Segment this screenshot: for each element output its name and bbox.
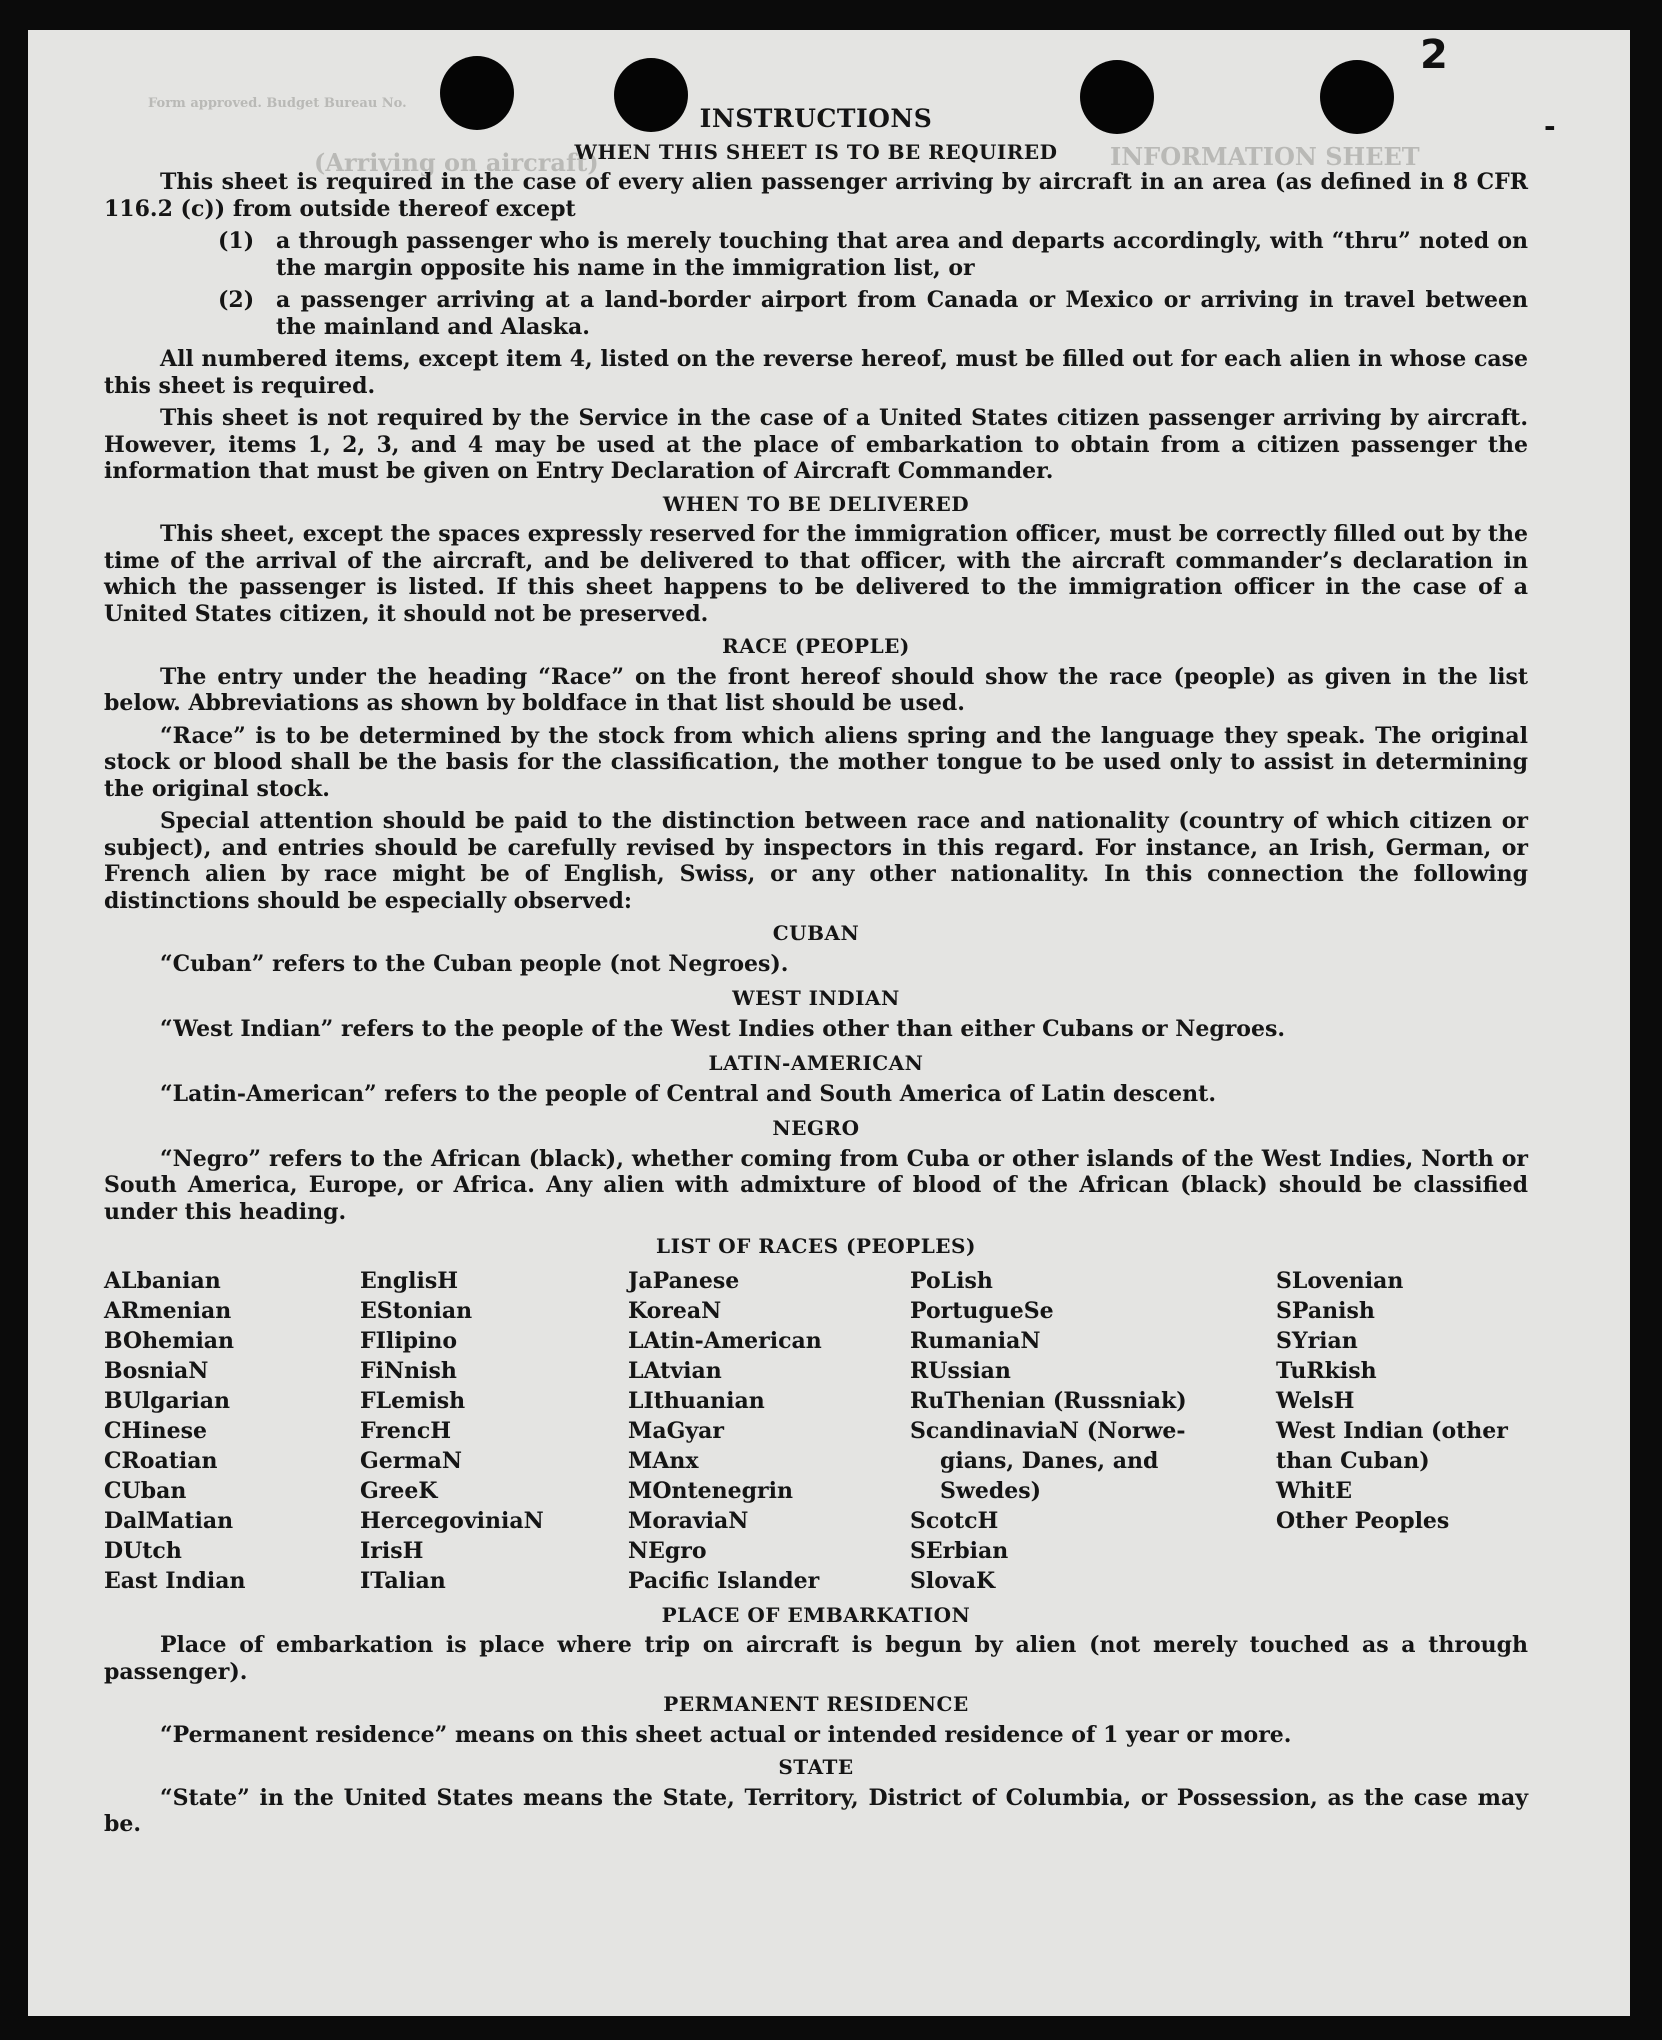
race-item: MaGyar	[628, 1417, 725, 1444]
race-column	[360, 1266, 628, 1596]
race-item: ITalian	[360, 1567, 446, 1594]
race-item: BUlgarian	[104, 1387, 230, 1414]
race-item: FLemish	[360, 1387, 466, 1414]
definition-text: “West Indian” refers to the people of the West Indies other than either Cubans or Negroes.	[160, 1015, 1286, 1042]
race-item-continued: gians, Danes, and	[940, 1447, 1159, 1474]
race-item: TuRkish	[1276, 1357, 1377, 1384]
race-item: BOhemian	[104, 1327, 235, 1354]
race-item: SlovaK	[910, 1567, 996, 1594]
definition-text: “Negro” refers to the African (black), whether coming from Cuba or other islands of the West Indies, North or South America, Europe, or Africa. Any alien with admixture of blood of the African (black) should be classified under this heading.	[104, 1145, 1528, 1225]
paragraph: All numbered items, except item 4, listed on the reverse hereof, must be filled out for each alien in whose case this sheet is required.	[104, 346, 1528, 399]
race-item: Other Peoples	[1276, 1507, 1450, 1534]
race-item: SLovenian	[1276, 1267, 1404, 1294]
race-item: SPanish	[1276, 1297, 1375, 1324]
race-item: PoLish	[910, 1267, 993, 1294]
race-item: IrisH	[360, 1537, 424, 1564]
section-heading: PLACE OF EMBARKATION	[661, 1602, 971, 1627]
race-item: EnglisH	[360, 1267, 459, 1294]
race-item: RUssian	[910, 1357, 1011, 1384]
race-item: KoreaN	[628, 1297, 722, 1324]
section-heading: STATE	[778, 1755, 854, 1779]
item-text: a through passenger who is merely touching that area and departs accordingly, with “thru” noted on the margin opposite his name in the immigration list, or	[276, 228, 1528, 281]
race-item: RumaniaN	[910, 1327, 1041, 1354]
race-item: BosniaN	[104, 1357, 209, 1384]
race-item: ARmenian	[104, 1297, 232, 1324]
race-item: RuThenian (Russniak)	[910, 1387, 1187, 1414]
race-item: CRoatian	[104, 1447, 218, 1474]
race-item: DalMatian	[104, 1507, 234, 1534]
race-item: WelsH	[1276, 1387, 1355, 1414]
race-item: PortugueSe	[910, 1297, 1054, 1324]
paragraph: This sheet is required in the case of every alien passenger arriving by aircraft in an area (as defined in 8 CFR 116.2 (c)) from outside thereof except	[104, 169, 1528, 222]
definition-heading: WEST INDIAN	[732, 986, 900, 1010]
paragraph: Special attention should be paid to the distinction between race and nationality (country of which citizen or subject), and entries should be carefully revised by inspectors in this regard. For instance, an Irish, German, or French alien by race might be of English, Swiss, or any other nationality. In this connection the following distinctions should be especially observed:	[104, 808, 1528, 914]
paragraph: Place of embarkation is place where trip on aircraft is begun by alien (not merely touched as a through passenger).	[104, 1632, 1528, 1685]
section-heading: RACE (PEOPLE)	[722, 634, 910, 658]
race-item: CHinese	[104, 1417, 208, 1444]
paragraph: “Race” is to be determined by the stock from which aliens spring and the language they speak. The original stock or blood shall be the basis for the classification, the mother tongue to be used only to assist in determining the original stock.	[104, 722, 1528, 802]
paragraph: This sheet, except the spaces expressly reserved for the immigration officer, must be correctly filled out by the time of the arrival of the aircraft, and be delivered to that officer, with the aircraft commander’s declaration in which the passenger is listed. If this sheet happens to be delivered to the immigration officer in the case of a United States citizen, it should not be preserved.	[104, 521, 1528, 627]
stray-mark: -	[1544, 110, 1556, 143]
race-item: MOntenegrin	[628, 1477, 793, 1504]
bleed-through-text: INFORMATION SHEET	[1110, 142, 1420, 171]
instructions-body	[104, 106, 1528, 1844]
paragraph: The entry under the heading “Race” on the front hereof should show the race (people) as given in the list below. Abbreviations as shown by boldface in that list should be used.	[104, 663, 1528, 716]
section-heading: LIST OF RACES (PEOPLES)	[656, 1234, 976, 1258]
race-item: FIlipino	[360, 1327, 458, 1354]
section-heading: WHEN TO BE DELIVERED	[662, 491, 970, 516]
race-item-continued: Swedes)	[940, 1477, 1041, 1504]
race-item: CUban	[104, 1477, 187, 1504]
race-column	[910, 1266, 1276, 1596]
race-item: LAtin-American	[628, 1327, 822, 1354]
race-item: FrencH	[360, 1417, 451, 1444]
race-item: LAtvian	[628, 1357, 722, 1384]
race-item: Pacific Islander	[628, 1567, 820, 1594]
race-item: GermaN	[360, 1447, 463, 1474]
list-item	[104, 228, 1528, 281]
definition-text: “Latin-American” refers to the people of Central and South America of Latin descent.	[160, 1080, 1216, 1107]
race-column	[1276, 1266, 1528, 1596]
item-number: (1)	[218, 228, 255, 254]
list-item	[104, 287, 1528, 340]
paragraph: “Permanent residence” means on this sheet actual or intended residence of 1 year or more.	[160, 1721, 1292, 1748]
race-item: East Indian	[104, 1567, 246, 1594]
race-column	[104, 1266, 360, 1596]
race-item: LIthuanian	[628, 1387, 765, 1414]
page-title: INSTRUCTIONS	[699, 104, 933, 133]
definition-heading: NEGRO	[772, 1116, 860, 1140]
handwritten-mark: 2	[1420, 32, 1448, 78]
race-item: JaPanese	[628, 1267, 740, 1294]
race-item: ScotcH	[910, 1507, 999, 1534]
race-item: SYrian	[1276, 1327, 1358, 1354]
item-text: a passenger arriving at a land-border airport from Canada or Mexico or arriving in travel between the mainland and Alaska.	[276, 287, 1528, 340]
race-item: EStonian	[360, 1297, 473, 1324]
section-heading: PERMANENT RESIDENCE	[663, 1692, 969, 1716]
race-list	[104, 1266, 1528, 1596]
race-item-continued: than Cuban)	[1276, 1447, 1430, 1474]
bleed-through-text: Form approved. Budget Bureau No.	[148, 96, 407, 111]
item-number: (2)	[218, 287, 255, 313]
bleed-through-text: (Arriving on aircraft)	[314, 148, 599, 177]
race-item: SErbian	[910, 1537, 1009, 1564]
race-item: WhitE	[1276, 1477, 1352, 1504]
definition-heading: LATIN-AMERICAN	[708, 1051, 924, 1075]
race-item: HercegoviniaN	[360, 1507, 544, 1534]
race-column	[628, 1266, 910, 1596]
paragraph: “State” in the United States means the State, Territory, District of Columbia, or Possession, as the case may be.	[104, 1784, 1528, 1837]
definition-text: “Cuban” refers to the Cuban people (not Negroes).	[160, 950, 789, 977]
race-item: ScandinaviaN (Norwe-	[910, 1417, 1186, 1444]
race-item: DUtch	[104, 1537, 182, 1564]
race-item: GreeK	[360, 1477, 438, 1504]
race-item: MAnx	[628, 1447, 699, 1474]
race-item: FiNnish	[360, 1357, 457, 1384]
race-item: ALbanian	[104, 1267, 221, 1294]
race-item: West Indian (other	[1276, 1417, 1508, 1444]
section-heading: WHEN THIS SHEET IS TO BE REQUIRED	[574, 139, 1058, 164]
definition-heading: CUBAN	[772, 921, 860, 945]
paragraph: This sheet is not required by the Service in the case of a United States citizen passenger arriving by aircraft. However, items 1, 2, 3, and 4 may be used at the place of embarkation to obtain from a citizen passenger the information that must be given on Entry Declaration of Aircraft Commander.	[104, 405, 1528, 484]
race-item: MoraviaN	[628, 1507, 749, 1534]
race-item: NEgro	[628, 1537, 707, 1564]
